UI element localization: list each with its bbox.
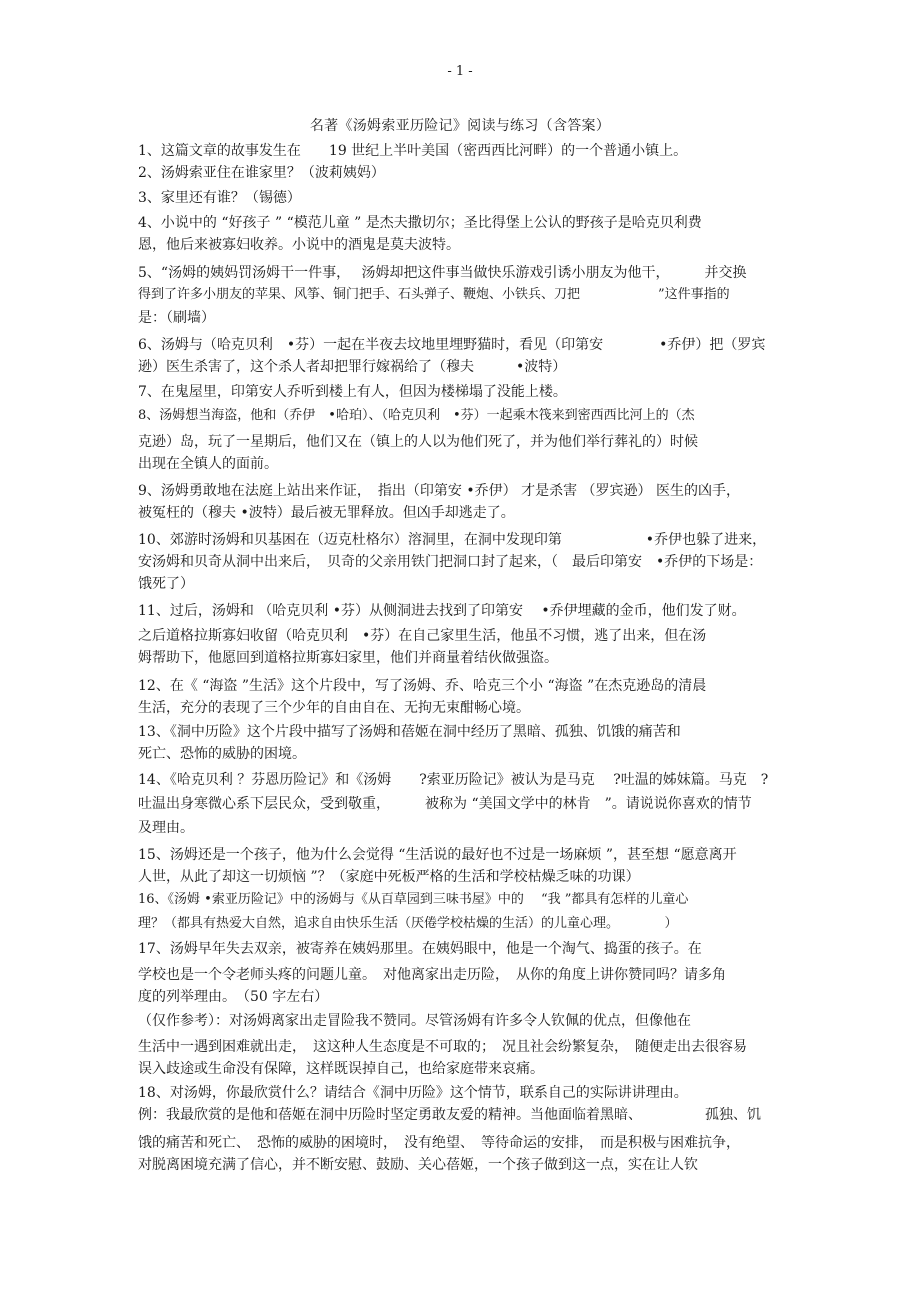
text-line: 13、《洞中历险》这个片段中描写了汤姆和蓓姬在洞中经历了黑暗、孤独、饥饿的痛苦和 — [138, 724, 681, 740]
text-line: 对脱离困境充满了信心，并不断安慰、鼓励、关心蓓姬，一个孩子做到这一点，实在让人钦 — [138, 1157, 698, 1173]
text-line: 10、郊游时汤姆和贝基困在（迈克杜格尔）溶洞里，在洞中发现印第 •乔伊也躲了进来， — [138, 532, 767, 548]
text-line: 恩，他后来被寡妇收养。小说中的酒鬼是莫夫波特。 — [138, 237, 460, 253]
text-line: 4、小说中的 “好孩子 ” “模范儿童 ” 是杰夫撒切尔；圣比得堡上公认的野孩子是哈克贝利费 — [138, 215, 702, 231]
text-line: 是：（刷墙） — [138, 310, 215, 326]
text-line: 3、家里还有谁？（锡德） — [138, 190, 301, 206]
text-line: 11、过后，汤姆和 （哈克贝利 •芬）从侧洞进去找到了印第安 •乔伊埋藏的金币，他们发了财。 — [138, 603, 746, 619]
text-line: 16、《汤姆 •索亚历险记》中的汤姆与《从百草园到三味书屋》中的 “我 ”都具有怎样的儿童心 — [138, 892, 689, 907]
text-line: 安汤姆和贝奇从洞中出来后， 贝奇的父亲用铁门把洞口封了起来，（ 最后印第安 •乔伊的下场是： — [138, 554, 763, 570]
text-line: 12、在《 “海盗 ”生活》这个片段中，写了汤姆、乔、哈克三个小 “海盗 ”在杰克逊岛的清晨 — [138, 678, 707, 694]
text-line: 14、《哈克贝利 ？芬恩历险记》和《汤姆 ?索亚历险记》被认为是马克 ?吐温的姊妹篇。马克 ? — [138, 772, 769, 788]
text-line: 9、汤姆勇敢地在法庭上站出来作证， 指出（印第安 •乔伊） 才是杀害 （罗宾逊） 医生的凶手， — [138, 483, 740, 499]
text-line: 例：我最欣赏的是他和蓓姬在洞中历险时坚定勇敢友爱的精神。当他面临着黑暗、 孤独、饥 — [138, 1107, 761, 1123]
text-line: 逊）医生杀害了，这个杀人者却把罪行嫁祸给了（穆夫 •波特） — [138, 359, 567, 375]
page-number: - 1 - — [447, 64, 473, 79]
text-line: 姆帮助下，他愿回到道格拉斯寡妇家里，他们并商量着结伙做强盗。 — [138, 650, 558, 666]
document-title: 名著《汤姆索亚历险记》阅读与练习（含答案） — [309, 118, 611, 134]
text-line: 学校也是一个令老师头疼的问题儿童。 对他离家出走历险， 从你的角度上讲你赞同吗？请多角 — [138, 967, 726, 983]
text-line: 死亡、恐怖的威胁的困境。 — [138, 746, 306, 762]
text-line: 出现在全镇人的面前。 — [138, 456, 278, 472]
text-line: 15、汤姆还是一个孩子，他为什么会觉得 “生活说的最好也不过是一场麻烦 ”，甚至想 “愿意离开 — [138, 847, 737, 863]
text-line: 7、在鬼屋里，印第安人乔听到楼上有人，但因为楼梯塌了没能上楼。 — [138, 384, 567, 400]
text-line: 8、汤姆想当海盗，他和（乔伊 •哈珀）、（哈克贝利 •芬）一起乘木筏来到密西西比河上的（杰 — [138, 408, 695, 423]
text-line: 5、“汤姆的姨妈罚汤姆干一件事， 汤姆却把这件事当做快乐游戏引诱小朋友为他干， 并交换 — [138, 265, 747, 281]
text-line: 生活，充分的表现了三个少年的自由自在、无拘无束酣畅心境。 — [138, 700, 530, 716]
text-line: （仅作参考）：对汤姆离家出走冒险我不赞同。尽管汤姆有许多令人钦佩的优点，但像他在 — [138, 1013, 691, 1029]
text-line: 及理由。 — [138, 820, 194, 836]
text-line: 人世，从此了却这一切烦恼 ”？（家庭中死板严格的生活和学校枯燥乏味的功课） — [138, 869, 640, 885]
text-line: 克逊）岛，玩了一星期后，他们又在（镇上的人以为他们死了，并为他们举行葬礼的）时候 — [138, 434, 698, 450]
text-line: 2、汤姆索亚住在谁家里？（波莉姨妈） — [138, 165, 385, 181]
text-line: 吐温出身寒微心系下层民众，受到敬重， 被称为 “美国文学中的林肯 ”。请说说你喜欢的情节 — [138, 796, 752, 812]
text-line: 18、对汤姆，你最欣赏什么？请结合《洞中历险》这个情节，联系自己的实际讲讲理由。 — [138, 1085, 688, 1101]
text-line: 1、这篇文章的故事发生在 19 世纪上半叶美国（密西西比河畔）的一个普通小镇上。 — [138, 143, 688, 159]
text-line: 饿死了） — [138, 576, 194, 592]
text-line: 17、汤姆早年失去双亲，被寄养在姨妈那里。在姨妈眼中，他是一个淘气、捣蛋的孩子。在 — [138, 941, 702, 957]
text-line: 之后道格拉斯寡妇收留（哈克贝利 •芬）在自己家里生活，他虽不习惯，逃了出来，但在汤 — [138, 628, 707, 644]
text-line: 被冤枉的（穆夫 •波特）最后被无罪释放。但凶手却逃走了。 — [138, 505, 515, 521]
text-line: 理？（都具有热爱大自然，追求自由快乐生活（厌倦学校枯燥的生活）的儿童心理。 ） — [138, 916, 678, 931]
text-line: 饿的痛苦和死亡、 恐怖的威胁的困境时， 没有绝望、 等待命运的安排， 而是积极与困难抗争， — [138, 1135, 740, 1151]
text-line: 6、汤姆与（哈克贝利 •芬）一起在半夜去坟地里埋野猫时，看见（印第安 •乔伊）把（罗宾 — [138, 337, 766, 353]
text-line: 生活中一遇到困难就出走， 这这种人生态度是不可取的； 况且社会纷繁复杂， 随便走出去很容易 — [138, 1039, 747, 1055]
text-line: 误入歧途或生命没有保障，这样既误掉自己，也给家庭带来哀痛。 — [138, 1061, 544, 1077]
text-line: 得到了许多小朋友的苹果、风筝、铜门把手、石头弹子、鞭炮、小铁兵、刀把 ”这件事指的 — [138, 287, 730, 302]
text-line: 度的列举理由。 （50 字左右） — [138, 989, 329, 1005]
